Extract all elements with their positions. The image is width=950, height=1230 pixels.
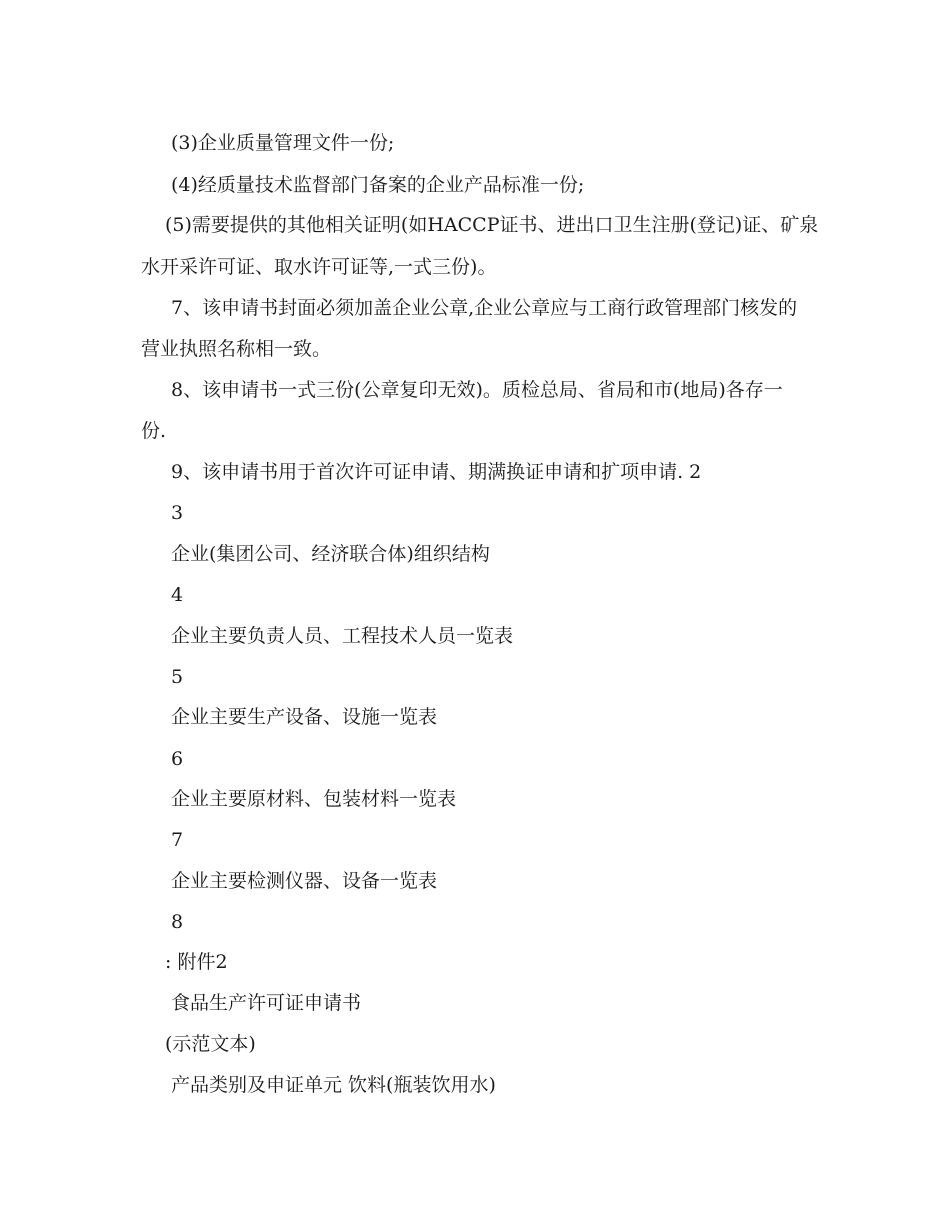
text-line: 9、该申请书用于首次许可证申请、期满换证申请和扩项申请. 2 <box>171 461 702 483</box>
text-line: (5)需要提供的其他相关证明(如HACCP证书、进出口卫生注册(登记)证、矿泉 <box>165 214 819 236</box>
text-line: (3)企业质量管理文件一份; <box>171 132 395 154</box>
text-line: 企业主要检测仪器、设备一览表 <box>171 870 438 892</box>
text-line: (4)经质量技术监督部门备案的企业产品标准一份; <box>171 174 585 196</box>
text-line: 产品类别及申证单元 饮料(瓶装饮用水) <box>171 1074 496 1096</box>
text-line: 企业主要原材料、包装材料一览表 <box>171 788 457 810</box>
text-line: 8 <box>171 911 184 933</box>
text-line: 水开采许可证、取水许可证等,一式三份)。 <box>141 256 497 278</box>
text-line: (示范文本) <box>165 1033 256 1055</box>
text-line: 8、该申请书一式三份(公章复印无效)。质检总局、省局和市(地局)各存一 <box>171 379 783 401</box>
text-line: : 附件2 <box>165 951 228 973</box>
text-line: 份. <box>141 420 167 442</box>
text-line: 4 <box>171 584 184 606</box>
text-line: 营业执照名称相一致。 <box>141 338 332 360</box>
text-line: 食品生产许可证申请书 <box>171 992 362 1014</box>
text-line: 企业主要生产设备、设施一览表 <box>171 706 438 728</box>
text-line: 6 <box>171 748 184 770</box>
text-line: 5 <box>171 666 184 688</box>
text-line: 7 <box>171 829 184 851</box>
text-line: 企业(集团公司、经济联合体)组织结构 <box>171 543 490 565</box>
text-line: 企业主要负责人员、工程技术人员一览表 <box>171 625 514 647</box>
text-line: 7、该申请书封面必须加盖企业公章,企业公章应与工商行政管理部门核发的 <box>171 297 798 319</box>
text-line: 3 <box>171 502 184 524</box>
